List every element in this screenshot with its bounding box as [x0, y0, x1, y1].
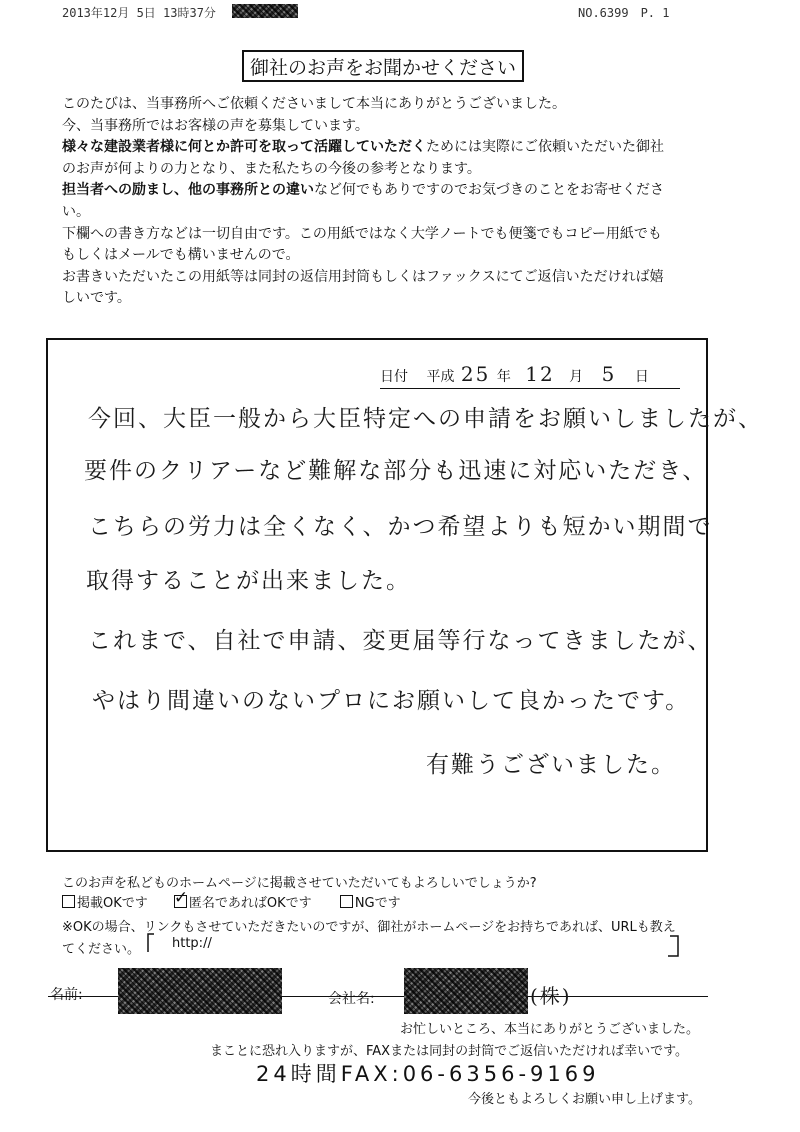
date-day: 5: [601, 362, 617, 386]
closing-thanks: お忙しいところ、本当にありがとうございました。: [400, 1022, 700, 1037]
company-label: 会社名:: [328, 991, 375, 1007]
fax-page-number: NO.6399 P. 1: [578, 6, 670, 20]
check-mark-icon: ✓: [173, 888, 189, 908]
date-month-unit: 月: [569, 369, 584, 385]
fax-number: 24時間FAX:06-6356-9169: [256, 1062, 600, 1086]
checkbox-ng[interactable]: [340, 895, 353, 908]
intro-rest: など何でもありですのでお気づきのことをお寄せくださ: [314, 182, 664, 199]
handwritten-line: やはり間違いのないプロにお願いして良かったです。: [92, 688, 691, 714]
option-ng[interactable]: [340, 896, 401, 911]
intro-line: い。: [62, 203, 90, 220]
intro-line: もしくはメールでも構いませんので。: [62, 247, 300, 264]
handwritten-line: 要件のクリアーなど難解な部分も迅速に対応いただき、: [84, 458, 708, 484]
intro-rest: ためには実際にご依頼いただいた御社: [426, 139, 664, 156]
intro-line: のお声が何よりの力となり、また私たちの今後の参考となります。: [62, 160, 481, 177]
intro-line: しいです。: [62, 290, 131, 307]
intro-text: [62, 94, 722, 310]
intro-line: [62, 180, 722, 202]
intro-line: [62, 137, 722, 159]
name-label-text: 名前:: [50, 987, 83, 1003]
name-label: [50, 984, 83, 1004]
handwritten-line: 取得することが出来ました。: [86, 568, 411, 594]
form-title: 御社のお声をお聞かせください: [242, 50, 524, 82]
option-ok[interactable]: [62, 896, 148, 911]
date-year: 25: [460, 362, 491, 386]
consent-question: このお声を私どものホームページに掲載させていただいてもよろしいでしょうか?: [62, 876, 537, 891]
option-anon-label: 匿名であればOKです: [188, 896, 312, 911]
date-label: 日付: [380, 369, 408, 385]
checkbox-ok[interactable]: [62, 895, 75, 908]
handwritten-line: これまで、自社で申請、変更届等行なってきましたが、: [88, 628, 713, 654]
intro-emphasis: 様々な建設業者様に何とか許可を取って活躍していただく: [62, 139, 426, 156]
option-ok-label: 掲載OKです: [77, 896, 148, 911]
handwritten-line: こちらの労力は全くなく、かつ希望よりも短かい期間で: [88, 514, 713, 540]
option-ng-label: NGです: [354, 896, 401, 911]
date-field: [380, 362, 680, 389]
date-month: 12: [525, 362, 555, 386]
fax-timestamp: 2013年12月 5日 13時37分: [62, 6, 216, 20]
handwritten-line: 今回、大臣一般から大臣特定への申請をお願いしましたが、: [88, 406, 763, 432]
url-bracket-icon: [146, 932, 682, 960]
consent-note: ※OKの場合、リンクもさせていただきたいのですが、御社がホームページをお持ちであれば、URLも教え: [62, 920, 676, 935]
date-era: 平成: [426, 369, 455, 385]
redacted-name: [118, 968, 282, 1014]
company-suffix: (株): [530, 984, 572, 1008]
intro-line: 今、当事務所ではお客様の声を募集しています。: [62, 117, 369, 134]
intro-line: お書きいただいたこの用紙等は同封の返信用封筒もしくはファックスにてご返信いただければ嬉: [62, 268, 664, 285]
intro-emphasis: 担当者への励まし、他の事務所との違い: [62, 182, 314, 199]
intro-line: 下欄への書き方などは一切自由です。この用紙ではなく大学ノートでも便箋でもコピー用紙でも: [62, 225, 662, 242]
intro-line: このたびは、当事務所へご依頼くださいまして本当にありがとうございました。: [62, 96, 566, 112]
redacted-company: [404, 968, 528, 1014]
redacted-sender: [232, 4, 298, 18]
date-day-unit: 日: [634, 369, 649, 385]
consent-note: てください。: [62, 942, 141, 957]
consent-options: [62, 888, 522, 911]
url-field[interactable]: [146, 932, 682, 960]
url-prefix: http://: [172, 936, 212, 951]
date-year-unit: 年: [496, 369, 511, 385]
closing-request: まことに恐れ入りますが、FAXまたは同封の封筒でご返信いただければ幸いです。: [210, 1044, 689, 1059]
option-anon[interactable]: [173, 888, 312, 911]
closing-final: 今後ともよろしくお願い申し上げます。: [468, 1092, 701, 1107]
handwritten-line: 有難うございました。: [426, 752, 676, 778]
